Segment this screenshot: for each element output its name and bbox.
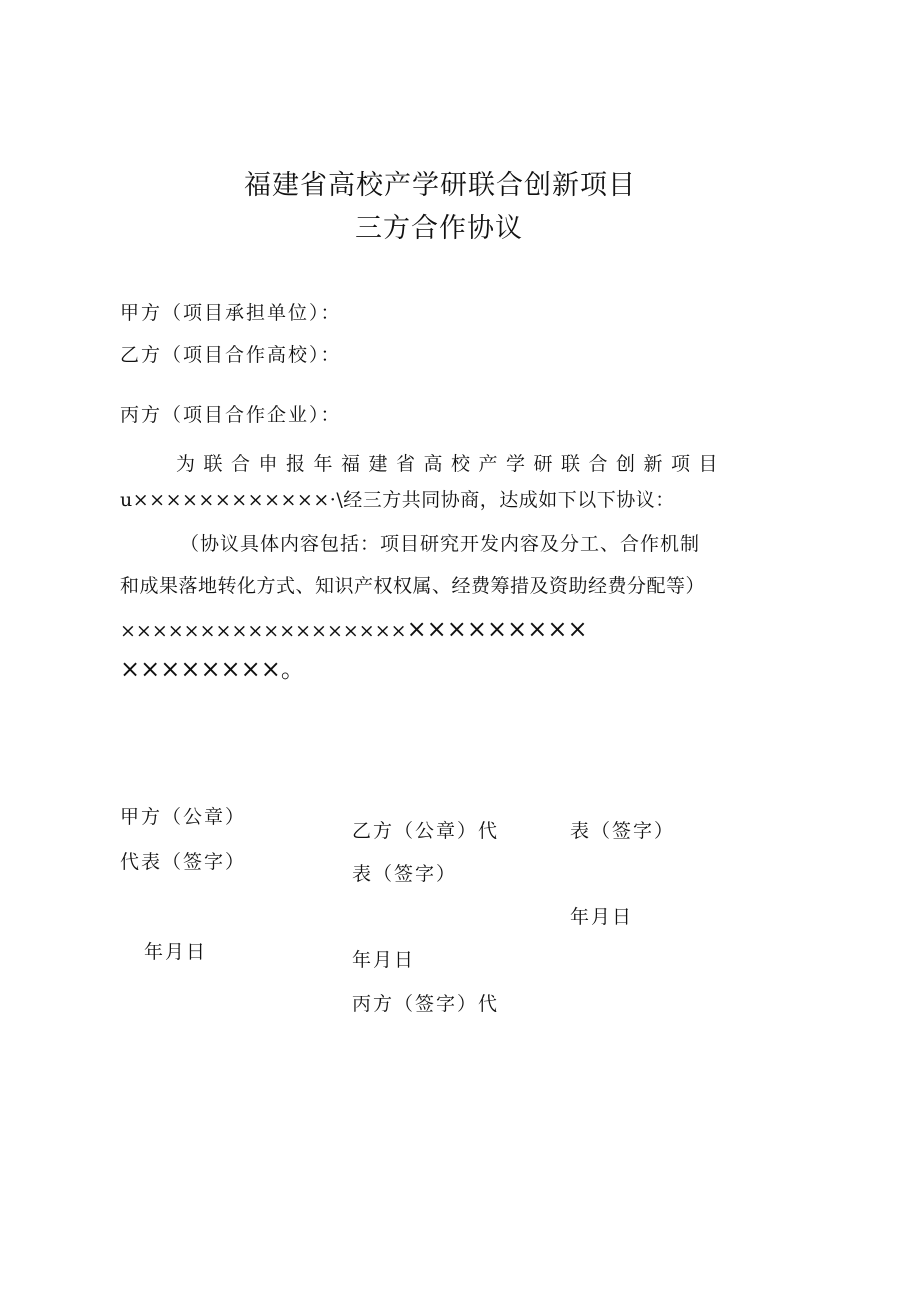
title-line-2: 三方合作协议 [355, 213, 523, 244]
sig-a-date: 年月日 [144, 941, 208, 963]
intro-line-1 [176, 449, 748, 476]
sig-b-rep: 表（签字） [352, 863, 458, 885]
sig-c-rep-tail: 表（签字） [570, 820, 676, 842]
content-line-1: （协议具体内容包括：项目研究开发内容及分工、合作机制 [180, 533, 701, 555]
content-line-3 [120, 617, 588, 641]
content-line-2: 和成果落地转化方式、知识产权权属、经费筹措及资助经费分配等） [120, 575, 706, 597]
content-line-3-small: ×××××××××××××××××× [120, 620, 407, 642]
party-b-label: 乙方（项目合作高校）： [120, 344, 342, 366]
sig-a-rep: 代表（签字） [120, 851, 247, 873]
sig-a-seal: 甲方（公章） [120, 806, 247, 828]
sig-b-seal: 乙方（公章）代 [352, 820, 500, 842]
intro-line-1-text: 为联合申报年福建省高校产学研联合创新项目 [176, 453, 727, 475]
title-line-1: 福建省高校产学研联合创新项目 [244, 170, 636, 201]
content-line-3-big: ××××××××× [406, 615, 588, 643]
party-a-label: 甲方（项目承担单位）： [120, 302, 342, 324]
party-c-label: 丙方（项目合作企业）： [120, 404, 342, 426]
intro-line-2: u××××××××××××·\经三方共同协商，达成如下以下协议： [120, 489, 675, 511]
sig-b-date: 年月日 [352, 949, 416, 971]
content-line-4: ××××××××。 [120, 655, 305, 683]
sig-c-rep: 丙方（签字）代 [352, 993, 500, 1015]
sig-c-date: 年月日 [570, 906, 634, 928]
